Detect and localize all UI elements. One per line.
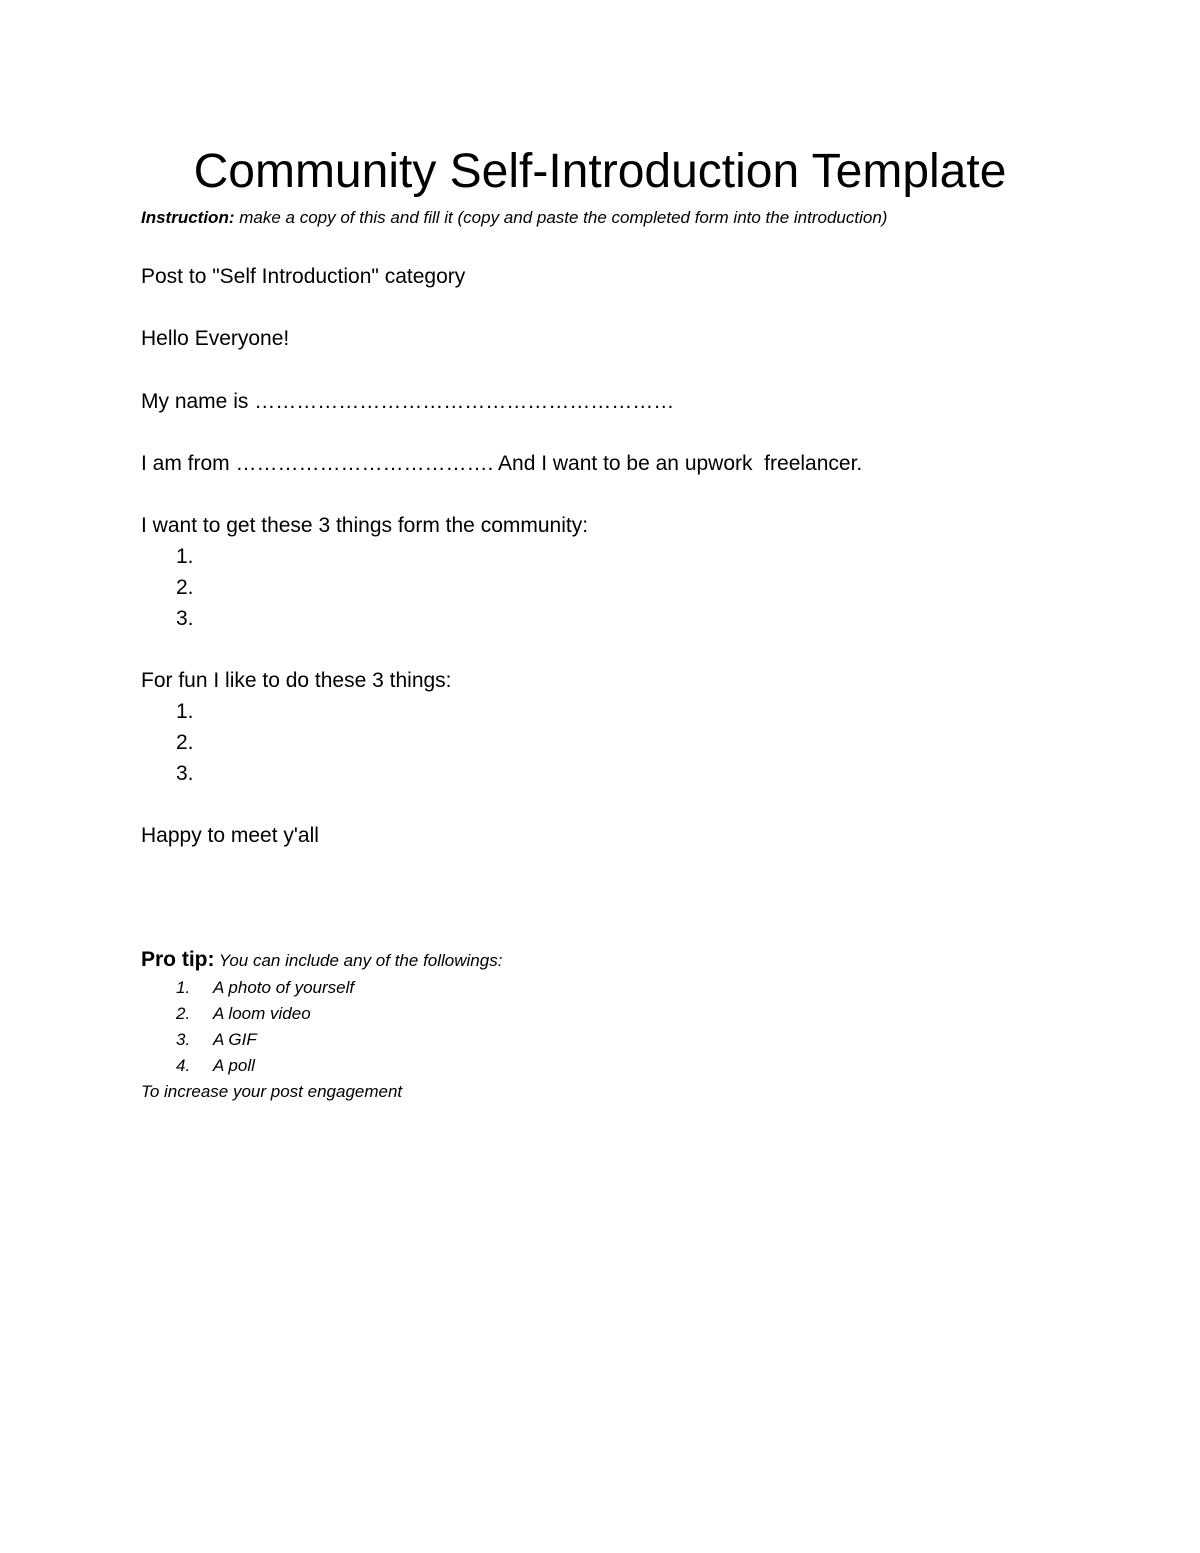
instruction-text: make a copy of this and fill it (copy and paste the completed form into the introduction)	[234, 208, 888, 227]
fun-item-1: 1.	[176, 700, 194, 723]
community-item-3: 3.	[176, 607, 194, 630]
signoff-line: Happy to meet y'all	[141, 824, 319, 847]
protip-closing: To increase your post engagement	[141, 1082, 403, 1101]
fun-item-3: 3.	[176, 762, 194, 785]
instruction-line	[141, 206, 887, 230]
protip-text: You can include any of the followings:	[214, 951, 503, 970]
community-item-2: 2.	[176, 576, 194, 599]
greeting-line: Hello Everyone!	[141, 327, 290, 350]
fun-item-2: 2.	[176, 731, 194, 754]
protip-item-num: 2.	[176, 1004, 191, 1023]
protip-item-text: A loom video	[213, 1004, 311, 1023]
protip-item-text: A GIF	[213, 1030, 257, 1049]
page-title: Community Self-Introduction Template	[193, 145, 1007, 198]
protip-label: Pro tip:	[141, 948, 215, 971]
post-to-line: Post to "Self Introduction" category	[141, 265, 466, 288]
protip-item-num: 4.	[176, 1056, 191, 1075]
protip-item-num: 1.	[176, 978, 191, 997]
fun-heading: For fun I like to do these 3 things:	[141, 669, 452, 692]
instruction-label: Instruction:	[141, 208, 235, 227]
protip-item-num: 3.	[176, 1030, 191, 1049]
protip-line	[141, 946, 502, 975]
community-heading: I want to get these 3 things form the community:	[141, 514, 589, 537]
protip-item-text: A poll	[213, 1056, 255, 1075]
name-line: My name is ……………………………………………………	[141, 390, 675, 413]
protip-item-text: A photo of yourself	[213, 978, 355, 997]
from-line: I am from ………………………………. And I want to be an upwork freelancer.	[141, 452, 863, 475]
community-item-1: 1.	[176, 545, 194, 568]
